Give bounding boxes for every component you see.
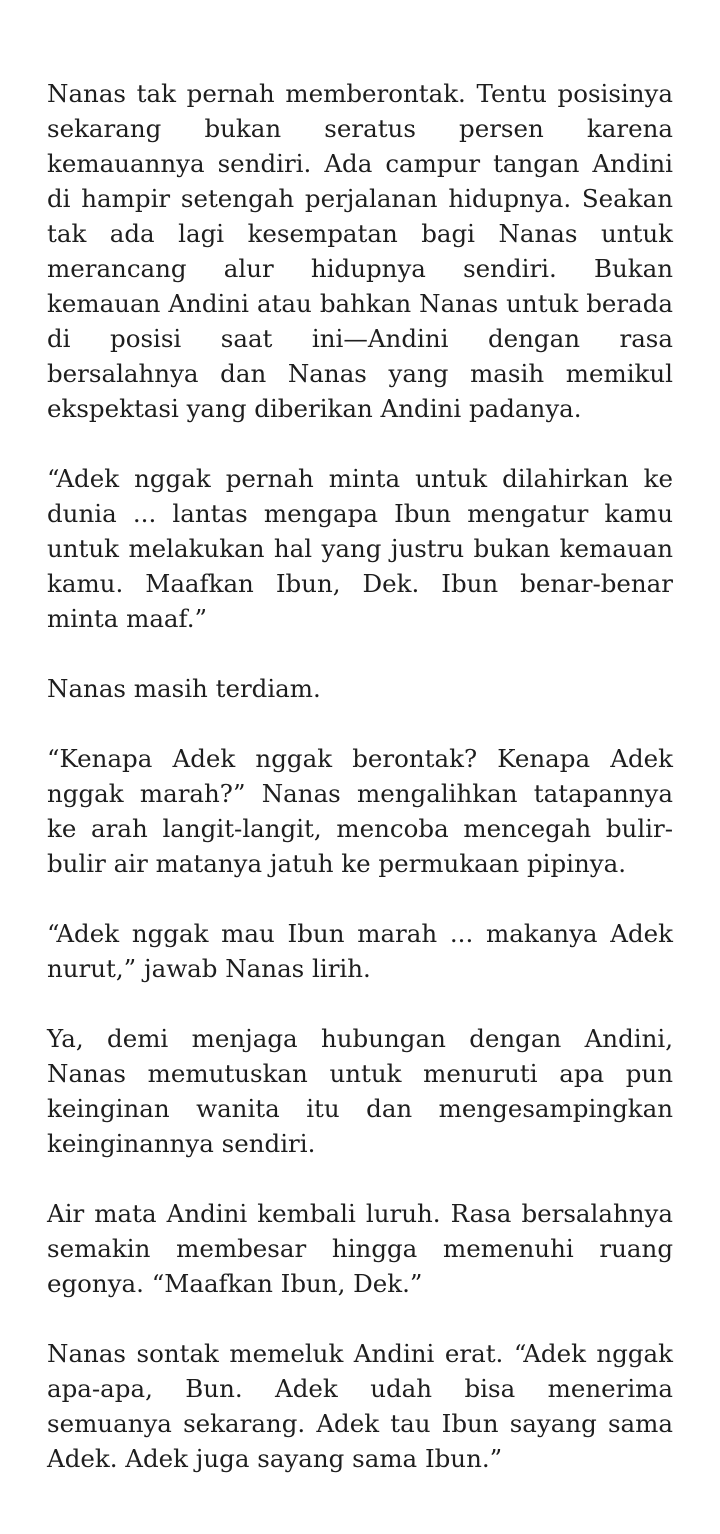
paragraph: “Kenapa Adek nggak berontak? Kenapa Adek nggak marah?” Nanas mengalihkan tatapannya ke arah langit-langit, mencoba mencegah bulir-bulir air matanya jatuh ke permukaan pipinya. <box>47 744 673 878</box>
paragraph: “Adek nggak mau Ibun marah ... makanya Adek nurut,” jawab Nanas lirih. <box>47 919 673 983</box>
paragraph: Air mata Andini kembali luruh. Rasa bersalahnya semakin membesar hingga memenuhi ruang egonya. “Maafkan Ibun, Dek.” <box>47 1199 673 1298</box>
paragraph: “Adek nggak pernah minta untuk dilahirkan ke dunia ... lantas mengapa Ibun mengatur kamu untuk melakukan hal yang justru bukan kemauan kamu. Maafkan Ibun, Dek. Ibun benar-benar minta maaf.” <box>47 464 673 633</box>
reader-page <box>47 76 673 1476</box>
paragraph: Nanas sontak memeluk Andini erat. “Adek nggak apa-apa, Bun. Adek udah bisa menerima semuanya sekarang. Adek tau Ibun sayang sama Adek. Adek juga sayang sama Ibun.” <box>47 1339 673 1473</box>
paragraph: Ya, demi menjaga hubungan dengan Andini, Nanas memutuskan untuk menuruti apa pun keinginan wanita itu dan mengesampingkan keinginannya sendiri. <box>47 1024 673 1158</box>
paragraph: Nanas masih terdiam. <box>47 674 321 703</box>
paragraph: Nanas tak pernah memberontak. Tentu posisinya sekarang bukan seratus persen karena kemauannya sendiri. Ada campur tangan Andini di hampir setengah perjalanan hidupnya. Seakan tak ada lagi kesempatan bagi Nanas untuk merancang alur hidupnya sendiri. Bukan kemauan Andini atau bahkan Nanas untuk berada di posisi saat ini—Andini dengan rasa bersalahnya dan Nanas yang masih memikul ekspektasi yang diberikan Andini padanya. <box>47 79 673 423</box>
